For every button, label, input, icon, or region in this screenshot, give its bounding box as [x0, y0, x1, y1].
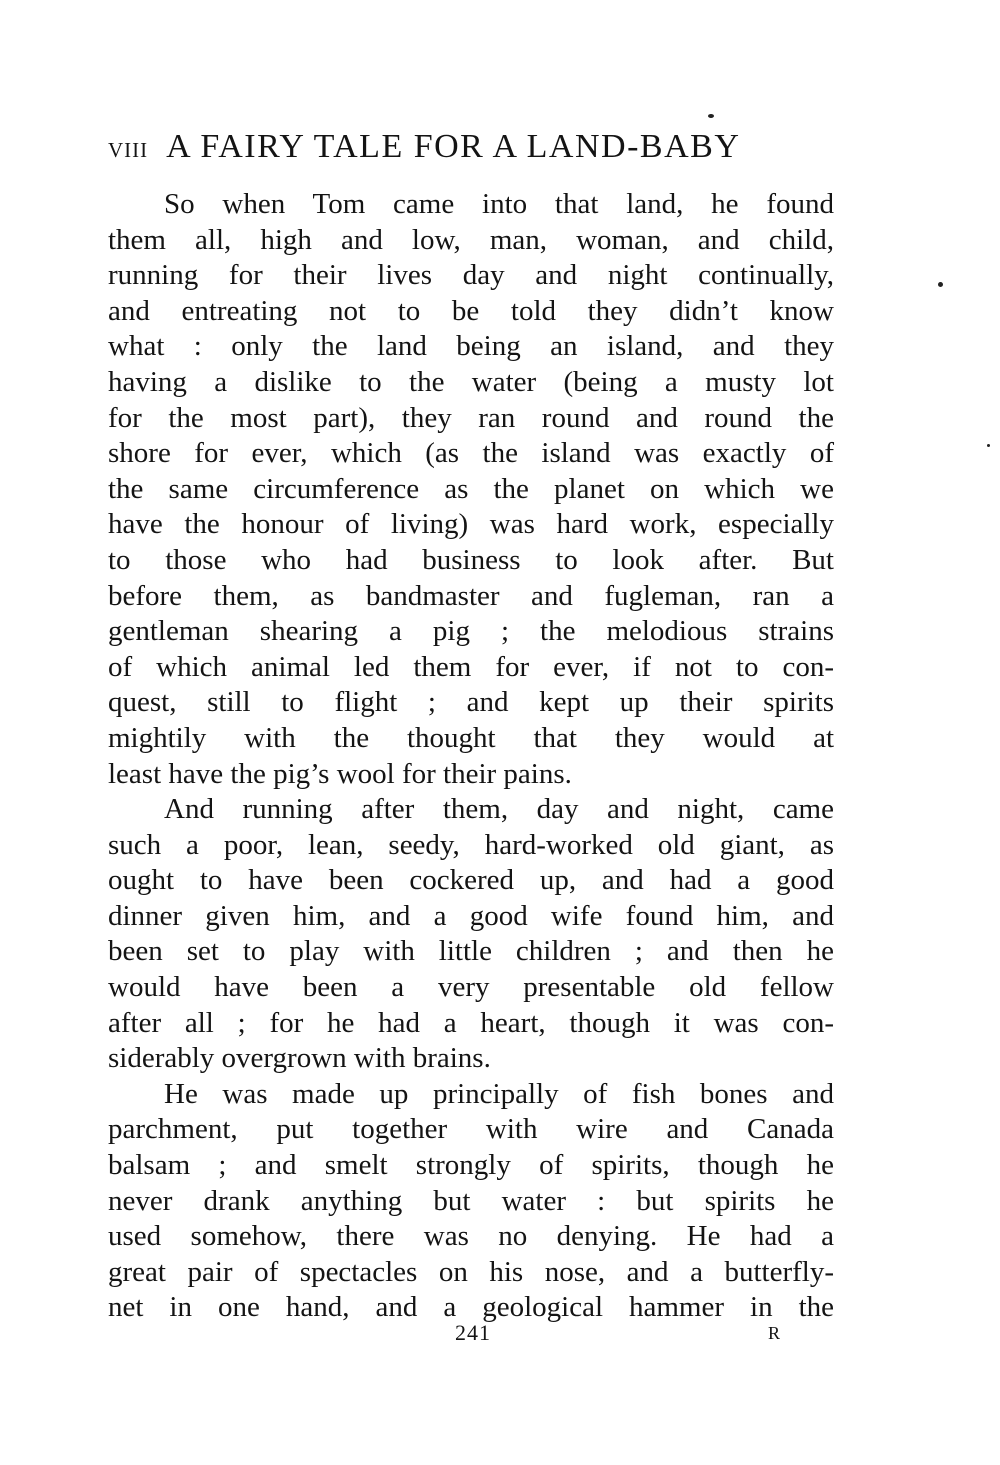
scan-speck — [938, 282, 943, 287]
text-line: have the honour of living) was hard work, especially — [108, 508, 834, 541]
scan-speck — [987, 444, 990, 447]
text-line: what : only the land being an island, and they — [108, 330, 834, 363]
text-line: net in one hand, and a geological hammer in the — [108, 1291, 834, 1324]
text-line: parchment, put together with wire and Canada — [108, 1113, 834, 1146]
text-line: least have the pig’s wool for their pains. — [108, 757, 572, 790]
text-line: the same circumference as the planet on which we — [108, 472, 834, 505]
text-line: such a poor, lean, seedy, hard-worked old giant, as — [108, 828, 834, 861]
text-line: and entreating not to be told they didn’t know — [108, 294, 834, 327]
text-line: quest, still to flight ; and kept up their spirits — [108, 686, 834, 719]
text-line: So when Tom came into that land, he found — [164, 188, 834, 220]
running-title: A FAIRY TALE FOR A LAND-BABY — [166, 128, 741, 165]
text-line: gentleman shearing a pig ; the melodious strains — [108, 615, 834, 648]
text-line: never drank anything but water : but spirits he — [108, 1184, 834, 1217]
text-line: before them, as bandmaster and fugleman, ran a — [108, 579, 834, 612]
text-line: balsam ; and smelt strongly of spirits, though he — [108, 1149, 834, 1182]
signature-mark: R — [768, 1323, 781, 1343]
text-line: great pair of spectacles on his nose, and a butterfly- — [108, 1255, 834, 1288]
chapter-numeral: VIII — [108, 138, 149, 162]
text-line: them all, high and low, man, woman, and child, — [108, 223, 834, 256]
text-line: And running after them, day and night, came — [164, 793, 834, 826]
page-number: 241 — [455, 1320, 491, 1345]
text-line: of which animal led them for ever, if not to con- — [108, 650, 834, 683]
paragraph — [108, 1077, 834, 1326]
paragraph — [108, 187, 834, 792]
text-line: used somehow, there was no denying. He had a — [108, 1220, 834, 1253]
text-line: running for their lives day and night continually, — [108, 259, 834, 292]
text-line: mightily with the thought that they would at — [108, 721, 834, 754]
scan-speck — [708, 114, 714, 118]
paragraph — [108, 792, 834, 1077]
running-head — [108, 124, 834, 170]
text-line: having a dislike to the water (being a musty lot — [108, 365, 834, 398]
text-line: He was made up principally of fish bones and — [164, 1077, 834, 1110]
text-line: shore for ever, which (as the island was exactly of — [108, 437, 834, 470]
text-line: dinner given him, and a good wife found him, and — [108, 899, 834, 932]
text-line: siderably overgrown with brains. — [108, 1042, 491, 1075]
text-line: would have been a very presentable old fellow — [108, 971, 834, 1004]
text-line: for the most part), they ran round and round the — [108, 401, 834, 434]
text-line: ought to have been cockered up, and had a good — [108, 864, 834, 897]
text-line: to those who had business to look after. But — [108, 543, 834, 576]
text-line: been set to play with little children ; and then he — [108, 935, 834, 968]
text-line: after all ; for he had a heart, though it was con- — [108, 1006, 834, 1039]
body-text — [108, 187, 834, 1326]
